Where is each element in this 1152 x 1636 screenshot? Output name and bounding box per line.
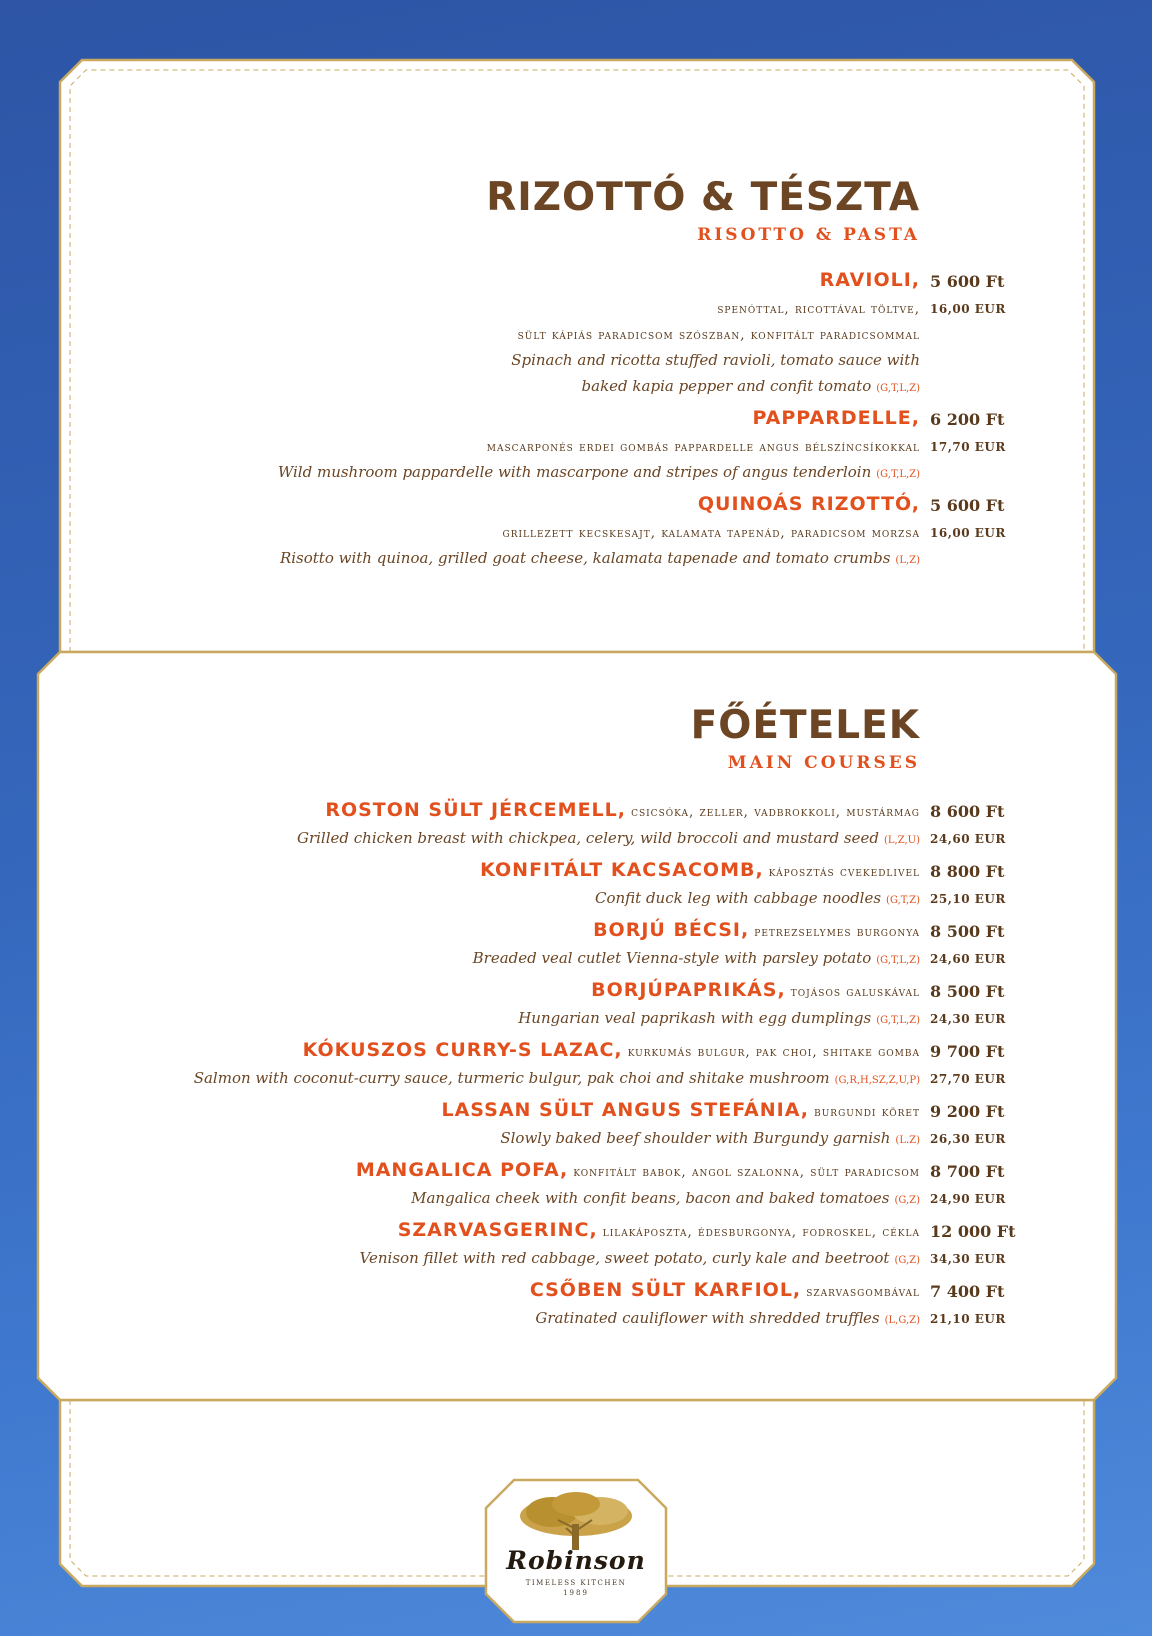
item-price-ft: 8 600 Ft <box>930 802 1005 821</box>
item-price-ft: 8 700 Ft <box>930 1162 1005 1181</box>
item-price-eur: 24,30 EUR <box>930 1012 1006 1026</box>
item-name: QUINOÁS RIZOTTÓ, <box>697 493 920 515</box>
menu-item <box>0 1036 1152 1096</box>
item-description-hu: petrezselymes burgonya <box>754 924 920 940</box>
item-price-ft: 9 200 Ft <box>930 1102 1005 1121</box>
section-title: FŐÉTELEK <box>690 703 920 748</box>
item-allergens: (L,Z,U) <box>883 835 920 846</box>
menu-item-pappardelle <box>0 404 1152 484</box>
item-description-en: Wild mushroom pappardelle with mascarpone and stripes of angus tenderloin <box>277 463 872 481</box>
item-description-hu: grillezett kecskesajt, kalamata tapenád, paradicsom morzsa <box>502 525 920 541</box>
item-description-hu: spenóttal, ricottával töltve, <box>717 301 920 317</box>
item-description-hu: tojásos galuskával <box>790 984 920 1000</box>
item-description-hu: szarvasgombával <box>806 1284 920 1300</box>
item-description-hu: káposztás cvekedlivel <box>768 864 920 880</box>
logo-name: Robinson <box>506 1546 646 1575</box>
item-allergens: (L,Z) <box>895 555 920 566</box>
item-name: BORJÚ BÉCSI, <box>593 919 750 941</box>
item-name: CSŐBEN SÜLT KARFIOL, <box>529 1279 802 1301</box>
menu-item <box>0 1216 1152 1276</box>
item-price-ft: 7 400 Ft <box>930 1282 1005 1301</box>
item-description-en: Hungarian veal paprikash with egg dumplings <box>518 1009 872 1027</box>
menu-item <box>0 976 1152 1036</box>
section-subtitle: MAIN COURSES <box>727 753 920 773</box>
item-description-hu: sült kápiás paradicsom szószban, konfitált paradicsommal <box>517 327 920 343</box>
section-subtitle: RISOTTO & PASTA <box>697 225 920 245</box>
logo-tagline: TIMELESS KITCHEN <box>525 1579 627 1587</box>
item-description-en: baked kapia pepper and confit tomato <box>581 377 872 395</box>
section-title: RIZOTTÓ & TÉSZTA <box>486 175 920 220</box>
item-price-ft: 5 600 Ft <box>930 496 1005 515</box>
item-allergens: (G,T,Z) <box>886 895 920 906</box>
item-name: LASSAN SÜLT ANGUS STEFÁNIA, <box>441 1099 809 1121</box>
menu-item <box>0 796 1152 856</box>
item-name: SZARVASGERINC, <box>397 1219 598 1241</box>
item-price-eur: 16,00 EUR <box>930 302 1006 316</box>
item-price-eur: 27,70 EUR <box>930 1072 1006 1086</box>
item-name: KONFITÁLT KACSACOMB, <box>480 859 764 881</box>
item-description-hu: kurkumás bulgur, pak choi, shitake gomba <box>627 1044 920 1060</box>
item-allergens: (G,Z) <box>894 1195 920 1206</box>
section-heading <box>486 175 920 245</box>
item-price-eur: 26,30 EUR <box>930 1132 1006 1146</box>
item-description-hu: konfitált babok, angol szalonna, sült paradicsom <box>573 1164 920 1180</box>
menu-item-ravioli <box>0 266 1152 398</box>
item-allergens: (L,G,Z) <box>884 1315 920 1326</box>
item-price-eur: 16,00 EUR <box>930 526 1006 540</box>
item-price-eur: 24,60 EUR <box>930 952 1006 966</box>
menu-item <box>0 916 1152 976</box>
menu-item <box>0 1156 1152 1216</box>
item-price-eur: 17,70 EUR <box>930 440 1006 454</box>
item-name: ROSTON SÜLT JÉRCEMELL, <box>325 799 626 821</box>
item-price-ft: 8 500 Ft <box>930 922 1005 941</box>
item-price-ft: 8 800 Ft <box>930 862 1005 881</box>
item-description-hu: lilakáposzta, édesburgonya, fodroskel, cékla <box>602 1224 920 1240</box>
item-description-hu: csicsóka, zeller, vadbrokkoli, mustármag <box>631 804 920 820</box>
item-name: RAVIOLI, <box>819 269 920 291</box>
item-description-en: Risotto with quinoa, grilled goat cheese, kalamata tapenade and tomato crumbs <box>279 549 891 567</box>
item-price-ft: 6 200 Ft <box>930 410 1005 429</box>
item-description-en: Confit duck leg with cabbage noodles <box>594 889 882 907</box>
item-price-eur: 24,90 EUR <box>930 1192 1006 1206</box>
item-name: MANGALICA POFA, <box>355 1159 569 1181</box>
item-price-eur: 24,60 EUR <box>930 832 1006 846</box>
item-name: PAPPARDELLE, <box>752 407 920 429</box>
item-description-hu: mascarponés erdei gombás pappardelle angus bélszíncsíkokkal <box>486 439 920 455</box>
menu-item <box>0 1096 1152 1156</box>
item-description-en: Venison fillet with red cabbage, sweet potato, curly kale and beetroot <box>359 1249 890 1267</box>
item-allergens: (G,T,L,Z) <box>876 469 920 480</box>
item-description-en: Grilled chicken breast with chickpea, celery, wild broccoli and mustard seed <box>296 829 879 847</box>
item-description-hu: burgundi köret <box>814 1104 920 1120</box>
item-allergens: (G,T,L,Z) <box>876 955 920 966</box>
item-allergens: (L.Z) <box>895 1135 920 1146</box>
item-allergens: (G,T,L,Z) <box>876 383 920 394</box>
item-description-en: Breaded veal cutlet Vienna-style with parsley potato <box>472 949 872 967</box>
item-description-en: Mangalica cheek with confit beans, bacon and baked tomatoes <box>411 1189 890 1207</box>
item-price-ft: 9 700 Ft <box>930 1042 1005 1061</box>
item-price-eur: 25,10 EUR <box>930 892 1006 906</box>
item-price-ft: 8 500 Ft <box>930 982 1005 1001</box>
item-description-en: Slowly baked beef shoulder with Burgundy garnish <box>500 1129 891 1147</box>
item-price-ft: 12 000 Ft <box>930 1222 1016 1241</box>
item-name: BORJÚPAPRIKÁS, <box>591 979 786 1001</box>
item-description-en: Gratinated cauliflower with shredded truffles <box>535 1309 880 1327</box>
item-allergens: (G,Z) <box>894 1255 920 1266</box>
item-description-en: Spinach and ricotta stuffed ravioli, tomato sauce with <box>511 351 920 369</box>
item-allergens: (G,R,H,SZ,Z,U,P) <box>834 1075 920 1086</box>
menu-item-quinoa-risotto <box>0 490 1152 570</box>
item-name: KÓKUSZOS CURRY-S LAZAC, <box>302 1039 623 1061</box>
item-price-eur: 34,30 EUR <box>930 1252 1006 1266</box>
item-price-eur: 21,10 EUR <box>930 1312 1006 1326</box>
item-description-en: Salmon with coconut-curry sauce, turmeric bulgur, pak choi and shitake mushroom <box>193 1069 830 1087</box>
menu-item <box>0 856 1152 916</box>
menu-item <box>0 1276 1152 1336</box>
item-price-ft: 5 600 Ft <box>930 272 1005 291</box>
item-allergens: (G,T,L,Z) <box>876 1015 920 1026</box>
robinson-logo <box>488 1486 664 1616</box>
logo-year: 1989 <box>563 1589 589 1597</box>
section-heading <box>690 703 920 773</box>
